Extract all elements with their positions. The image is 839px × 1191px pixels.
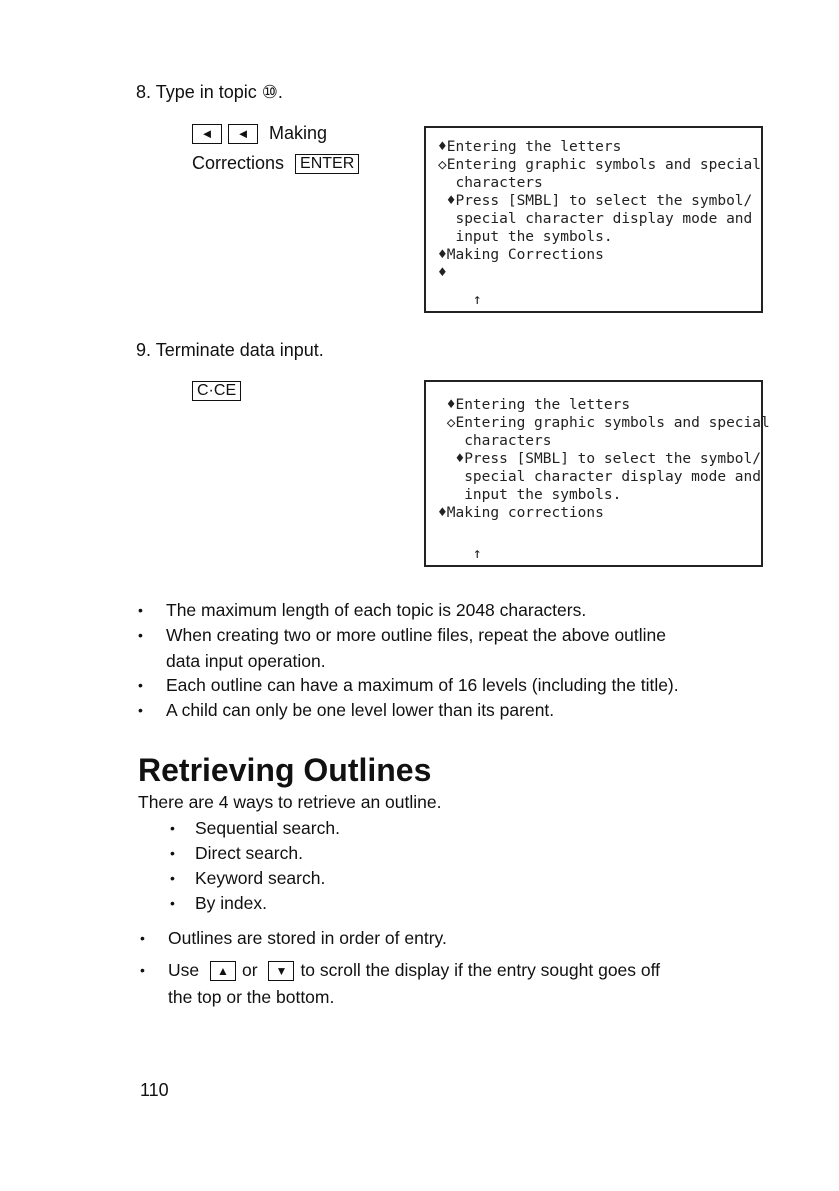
step-8-keys-row2 [192,153,365,174]
list-item-text: When creating two or more outline files, repeat the above outline [166,625,667,645]
cursor-arrow: ↑ [438,292,482,308]
screen-line: special character display mode and [438,211,753,227]
list-item-text: Direct search. [195,843,303,863]
bullet: • [138,702,143,718]
making-text: Making [269,123,328,143]
bullet: • [138,677,143,693]
list-item-text: Keyword search. [195,868,326,888]
step-9-keys [192,380,247,401]
bullet: • [170,895,175,911]
step-8-instruction: 8. Type in topic ⑩. [136,82,283,102]
left-arrow-key: ◄ [228,124,258,144]
step-8-keys-row1 [192,123,327,144]
list-item-text: A child can only be one level lower than its parent. [166,700,555,720]
screen-line: special character display mode and [438,469,762,485]
lcd-screen-1 [424,126,763,313]
bullet: • [170,820,175,836]
page-number: 110 [140,1080,169,1100]
lcd-screen-2 [424,380,770,567]
list-item-text: the top or the bottom. [168,987,335,1007]
scroll-text: to scroll the display if the entry sought goes off [300,960,661,980]
list-item-text: Each outline can have a maximum of 16 levels (including the title). [166,675,679,695]
list-item-text: By index. [195,893,267,913]
screen-line: ◇Entering graphic symbols and special [438,415,770,431]
bullet: • [140,962,145,978]
screen-line: ◇Entering graphic symbols and special [438,157,762,173]
bullet: • [170,870,175,886]
list-item-text: The maximum length of each topic is 2048 characters. [166,600,587,620]
down-arrow-key: ▼ [268,961,294,981]
enter-key: ENTER [295,154,359,174]
left-arrow-key: ◄ [192,124,222,144]
screen-line: ♦Making Corrections [438,247,604,263]
use-text: Use [168,960,200,980]
bullet: • [138,627,143,643]
screen-line: input the symbols. [438,487,622,503]
list-item-text: data input operation. [166,651,326,671]
list-item-text [168,958,660,984]
screen-line: ♦Making corrections [438,505,604,521]
cursor-arrow: ↑ [438,546,482,562]
screen-line: ♦Entering the letters [438,139,622,155]
screen-line: ♦Press [SMBL] to select the symbol/ [438,451,762,467]
section-title: Retrieving Outlines [138,752,432,788]
c-ce-key: C·CE [192,381,241,401]
screen-line: characters [438,433,552,449]
bullet: • [170,845,175,861]
or-text: or [242,960,258,980]
screen-line: ♦Press [SMBL] to select the symbol/ [438,193,753,209]
screen-line: input the symbols. [438,229,613,245]
corrections-text: Corrections [192,153,285,173]
screen-line: ♦Entering the letters [438,397,631,413]
list-item-text: Outlines are stored in order of entry. [168,928,447,948]
bullet: • [138,602,143,618]
screen-line: ♦ [438,265,447,281]
section-intro: There are 4 ways to retrieve an outline. [138,792,442,812]
list-item-text: Sequential search. [195,818,340,838]
screen-line: characters [438,175,543,191]
step-9-instruction: 9. Terminate data input. [136,340,324,360]
up-arrow-key: ▲ [210,961,236,981]
bullet: • [140,930,145,946]
